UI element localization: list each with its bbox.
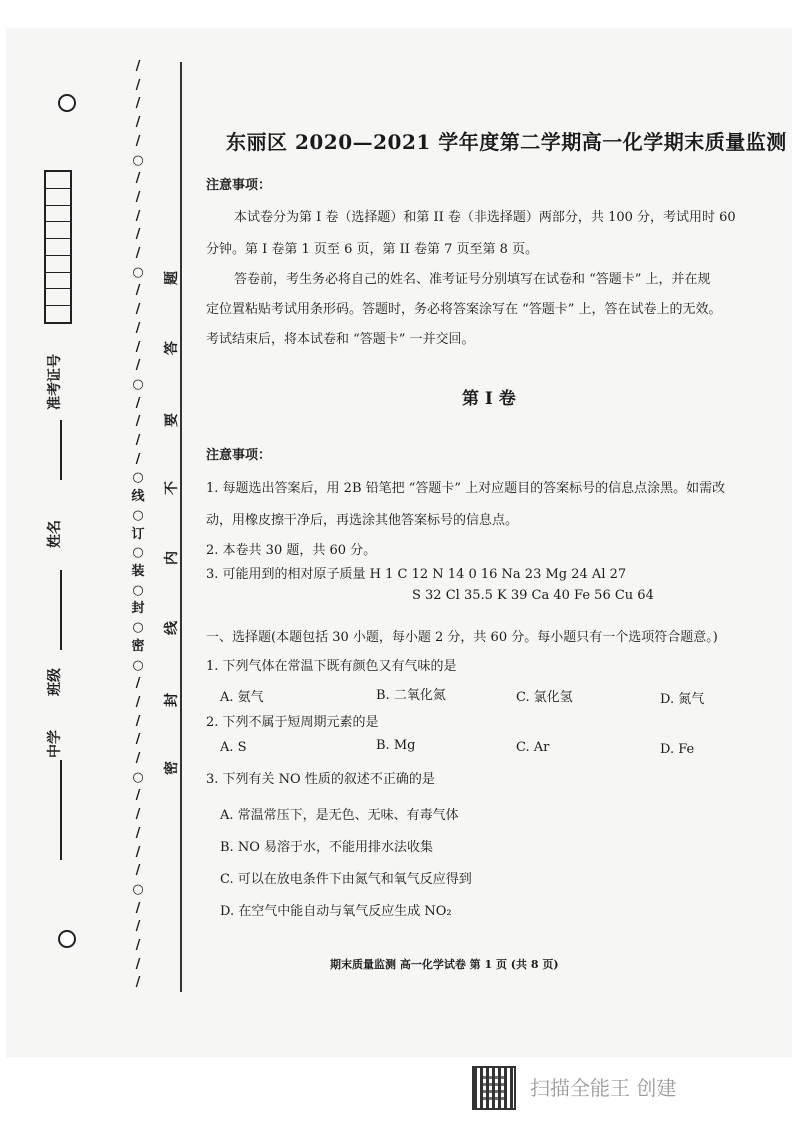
seal-glyph: ○ — [132, 507, 144, 523]
seal-glyph: / — [135, 751, 141, 767]
seal-glyph: / — [135, 77, 141, 93]
option: A. 氨气 — [220, 690, 264, 705]
seal-word: 要 — [164, 413, 180, 427]
seal-word: 密 — [164, 761, 180, 775]
seal-word: 答 — [164, 341, 180, 355]
seal-glyph: / — [135, 339, 141, 355]
notice-text: 本试卷分为第 I 卷（选择题）和第 II 卷（非选择题）两部分，共 100 分，考试用时 60 — [234, 210, 736, 225]
name-label: 姓名 — [47, 520, 63, 548]
seal-glyph: / — [135, 414, 141, 430]
seal-glyph: / — [135, 676, 141, 692]
seal-glyph: / — [135, 302, 141, 318]
seal-glyph: / — [135, 395, 141, 411]
notice-heading: 注意事项： — [206, 448, 272, 463]
seal-glyph: ○ — [132, 545, 144, 561]
exam-title: 东丽区 2020—2021 学年度第二学期高一化学期末质量监测 — [226, 130, 787, 154]
seal-glyph: / — [135, 938, 141, 954]
admission-number-boxes — [44, 170, 72, 324]
notice-item: 动，用橡皮擦干净后，再选涂其他答案标号的信息点。 — [206, 513, 519, 528]
notice-heading: 注意事项： — [206, 178, 272, 193]
seal-word: 题 — [164, 271, 180, 285]
seal-glyph: / — [135, 433, 141, 449]
seal-glyph: ○ — [132, 620, 144, 636]
option: A. S — [220, 740, 247, 755]
option: B. NO 易溶于水，不能用排水法收集 — [220, 840, 433, 855]
notice-text: 定位置粘贴考试用条形码。答题时，务必将答案涂写在 “答题卡” 上，答在试卷上的无效。 — [206, 302, 722, 317]
seal-glyph: / — [135, 975, 141, 991]
option: D. Fe — [660, 742, 695, 757]
seal-glyph: / — [135, 844, 141, 860]
page-footer: 期末质量监测 高一化学试卷 第 1 页 (共 8 页) — [330, 958, 559, 971]
notice-text: 考试结束后，将本试卷和 “答题卡” 一并交回。 — [206, 332, 475, 347]
class-underline — [60, 570, 62, 650]
seal-glyph: / — [135, 788, 141, 804]
seal-glyph: ○ — [132, 264, 144, 280]
seal-glyph: 密 — [131, 638, 145, 654]
question-stem: 3. 下列有关 NO 性质的叙述不正确的是 — [206, 772, 435, 787]
school-underline — [60, 760, 62, 860]
seal-glyph: 订 — [131, 526, 145, 542]
notice-item: 1. 每题选出答案后，用 2B 铅笔把 “答题卡” 上对应题目的答案标号的信息点涂黑。如需改 — [206, 481, 726, 496]
seal-word: 线 — [164, 621, 180, 635]
seal-glyph: / — [135, 227, 141, 243]
option: B. Mg — [376, 738, 416, 753]
seal-glyph: / — [135, 208, 141, 224]
seal-glyph: / — [135, 451, 141, 467]
option: D. 氮气 — [660, 692, 705, 707]
seal-glyph: / — [135, 713, 141, 729]
option: C. 可以在放电条件下由氮气和氧气反应得到 — [220, 872, 472, 887]
seal-glyph: / — [135, 694, 141, 710]
option: B. 二氧化氮 — [376, 688, 446, 703]
seal-glyph: ○ — [132, 152, 144, 168]
school-label: 中学 — [47, 730, 63, 758]
option: C. Ar — [516, 740, 550, 755]
seal-glyph: 线 — [131, 489, 145, 505]
seal-glyph: / — [135, 246, 141, 262]
seal-glyph: / — [135, 96, 141, 112]
seal-glyph: / — [135, 825, 141, 841]
part-instruction: 一、选择题(本题包括 30 小题，每小题 2 分，共 60 分。每小题只有一个选项符合题意。) — [206, 630, 718, 645]
seal-word: 不 — [164, 481, 180, 495]
seal-line — [180, 62, 182, 992]
seal-glyph: / — [135, 956, 141, 972]
notice-text: 答卷前，考生务必将自己的姓名、准考证号分别填写在试卷和 “答题卡” 上，并在规 — [234, 272, 711, 287]
notice-item: 3. 可能用到的相对原子质量 H 1 C 12 N 14 0 16 Na 23 Mg 24 Al 27 — [206, 567, 627, 582]
seal-glyph: / — [135, 283, 141, 299]
question-stem: 1. 下列气体在常温下既有颜色又有气味的是 — [206, 659, 457, 674]
qr-code-icon — [472, 1066, 516, 1110]
option: C. 氯化氢 — [516, 690, 573, 705]
seal-glyph: / — [135, 919, 141, 935]
seal-glyph: ○ — [132, 470, 144, 486]
admission-no-label: 准考证号 — [47, 354, 63, 410]
seal-glyph: / — [135, 732, 141, 748]
seal-glyph: / — [135, 320, 141, 336]
seal-glyph: / — [135, 133, 141, 149]
seal-glyph: / — [135, 358, 141, 374]
seal-glyph: ○ — [132, 881, 144, 897]
seal-word: 封 — [164, 693, 180, 707]
seal-glyph: ○ — [132, 582, 144, 598]
seal-glyph: / — [135, 171, 141, 187]
scanner-watermark: 扫描全能王 创建 — [530, 1076, 677, 1100]
notice-item: S 32 Cl 35.5 K 39 Ca 40 Fe 56 Cu 64 — [412, 588, 654, 603]
name-underline — [60, 420, 62, 480]
notice-text: 分钟。第 I 卷第 1 页至 6 页，第 II 卷第 7 页至第 8 页。 — [206, 242, 539, 257]
option: D. 在空气中能自动与氧气反应生成 NO₂ — [220, 904, 452, 919]
seal-glyph: 装 — [131, 563, 145, 579]
punch-hole-bottom — [58, 930, 76, 948]
seal-glyph: / — [135, 900, 141, 916]
notice-item: 2. 本卷共 30 题，共 60 分。 — [206, 543, 377, 558]
option: A. 常温常压下，是无色、无味、有毒气体 — [220, 808, 459, 823]
seal-glyph: / — [135, 863, 141, 879]
seal-glyph: / — [135, 807, 141, 823]
seal-glyph: ○ — [132, 769, 144, 785]
seal-glyph: / — [135, 115, 141, 131]
seal-glyph: / — [135, 189, 141, 205]
seal-glyph: 封 — [131, 601, 145, 617]
seal-word: 内 — [164, 551, 180, 565]
section-title: 第 I 卷 — [462, 389, 516, 409]
seal-glyph: / — [135, 59, 141, 74]
seal-line-column — [128, 60, 148, 990]
class-label: 班级 — [47, 668, 63, 696]
seal-glyph: ○ — [132, 376, 144, 392]
seal-glyph: ○ — [132, 657, 144, 673]
question-stem: 2. 下列不属于短周期元素的是 — [206, 715, 379, 730]
punch-hole-top — [58, 94, 76, 112]
